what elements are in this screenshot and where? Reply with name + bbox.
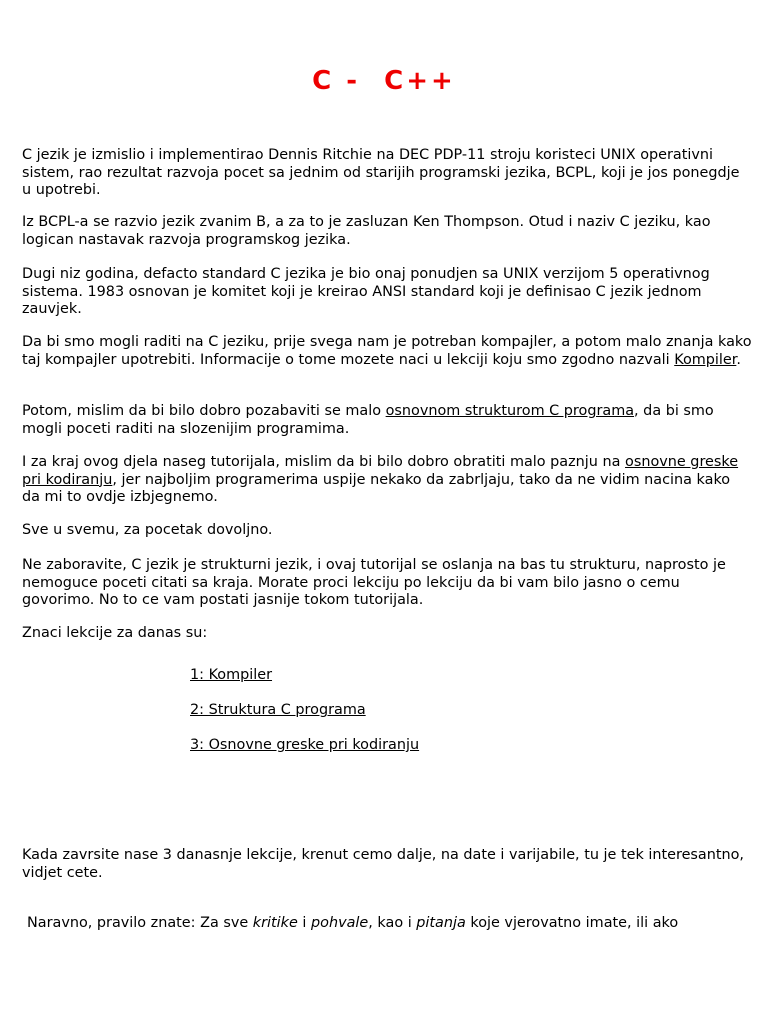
paragraph-closing <box>27 915 757 933</box>
paragraph-compiler <box>22 334 752 369</box>
lesson-item <box>190 737 419 755</box>
paragraph-text: Potom, mislim da bi bilo dobro pozabaviti se malo <box>22 403 386 419</box>
lesson-item <box>190 702 366 720</box>
emphasis-kritike: kritike <box>252 915 298 931</box>
lesson-link-struktura[interactable]: 2: Struktura C programa <box>190 702 366 718</box>
lesson-item <box>190 667 272 685</box>
paragraph-errors <box>22 454 752 507</box>
emphasis-pitanja: pitanja <box>416 915 466 931</box>
lesson-link-kompiler[interactable]: 1: Kompiler <box>190 667 273 683</box>
paragraph-text: Da bi smo mogli raditi na C jeziku, prije svega nam je potreban kompajler, a potom malo znanja kako taj kompajler upotrebiti. Informacije o tome mozete naci u lekciji koju smo zgodno nazvali <box>22 334 752 368</box>
paragraph-lessons-intro: Znaci lekcije za danas su: <box>22 625 208 641</box>
lesson-link-greske[interactable]: 3: Osnovne greske pri kodiranju <box>190 737 420 753</box>
paragraph-next: Kada zavrsite nase 3 danasnje lekcije, krenut cemo dalje, na date i varijabile, tu je tek interesantno, vidjet cete. <box>22 847 745 881</box>
paragraph-standard: Dugi niz godina, defacto standard C jezika je bio onaj ponudjen sa UNIX verzijom 5 operativnog sistema. 1983 osnovan je komitet koji je kreirao ANSI standard koji je definisao C jezik jednom zauvjek. <box>22 266 710 317</box>
page-title: C - C++ <box>312 66 456 96</box>
paragraph-text: I za kraj ovog djela naseg tutorijala, mislim da bi bilo dobro obratiti malo paznju na <box>22 454 626 470</box>
paragraph-enough: Sve u svemu, za pocetak dovoljno. <box>22 522 273 538</box>
paragraph-text: Naravno, pravilo znate: Za sve <box>27 915 253 931</box>
paragraph-text: , da bi smo mogli poceti raditi na slozenijim programima. <box>22 403 714 437</box>
emphasis-pohvale: pohvale <box>311 915 369 931</box>
paragraph-structure <box>22 403 752 438</box>
paragraph-text: , kao i <box>368 915 417 931</box>
paragraph-text: i <box>297 915 312 931</box>
paragraph-bcpl: Iz BCPL-a se razvio jezik zvanim B, a za to je zasluzan Ken Thompson. Otud i naziv C jeziku, kao logican nastavak razvoja programskog jezika. <box>22 214 711 248</box>
paragraph-structured-language: Ne zaboravite, C jezik je strukturni jezik, i ovaj tutorijal se oslanja na bas tu strukturu, naprosto je nemoguce poceti citati sa kraja. Morate proci lekciju po lekciju da bi vam bilo jasno o cemu govorimo. No to ce vam postati jasnije tokom tutorijala. <box>22 557 726 608</box>
link-struktura[interactable]: osnovnom strukturom C programa <box>385 403 635 419</box>
link-kompiler[interactable]: Kompiler <box>674 351 737 368</box>
paragraph-text: . <box>736 351 741 368</box>
link-greske[interactable]: osnovne greske pri kodiranju <box>22 454 739 488</box>
paragraph-text: koje vjerovatno imate, ili ako <box>465 915 679 931</box>
paragraph-text: , jer najboljim programerima uspije nekako da zabrljaju, tako da ne vidim nacina kako da mi to ovdje izbjegnemo. <box>22 471 731 505</box>
paragraph-history: C jezik je izmislio i implementirao Dennis Ritchie na DEC PDP-11 stroju koristeci UNIX operativni sistem, rao rezultat razvoja pocet sa jednim od starijih programski jezika, BCPL, koji je jos ponegdje u upotrebi. <box>22 147 740 198</box>
